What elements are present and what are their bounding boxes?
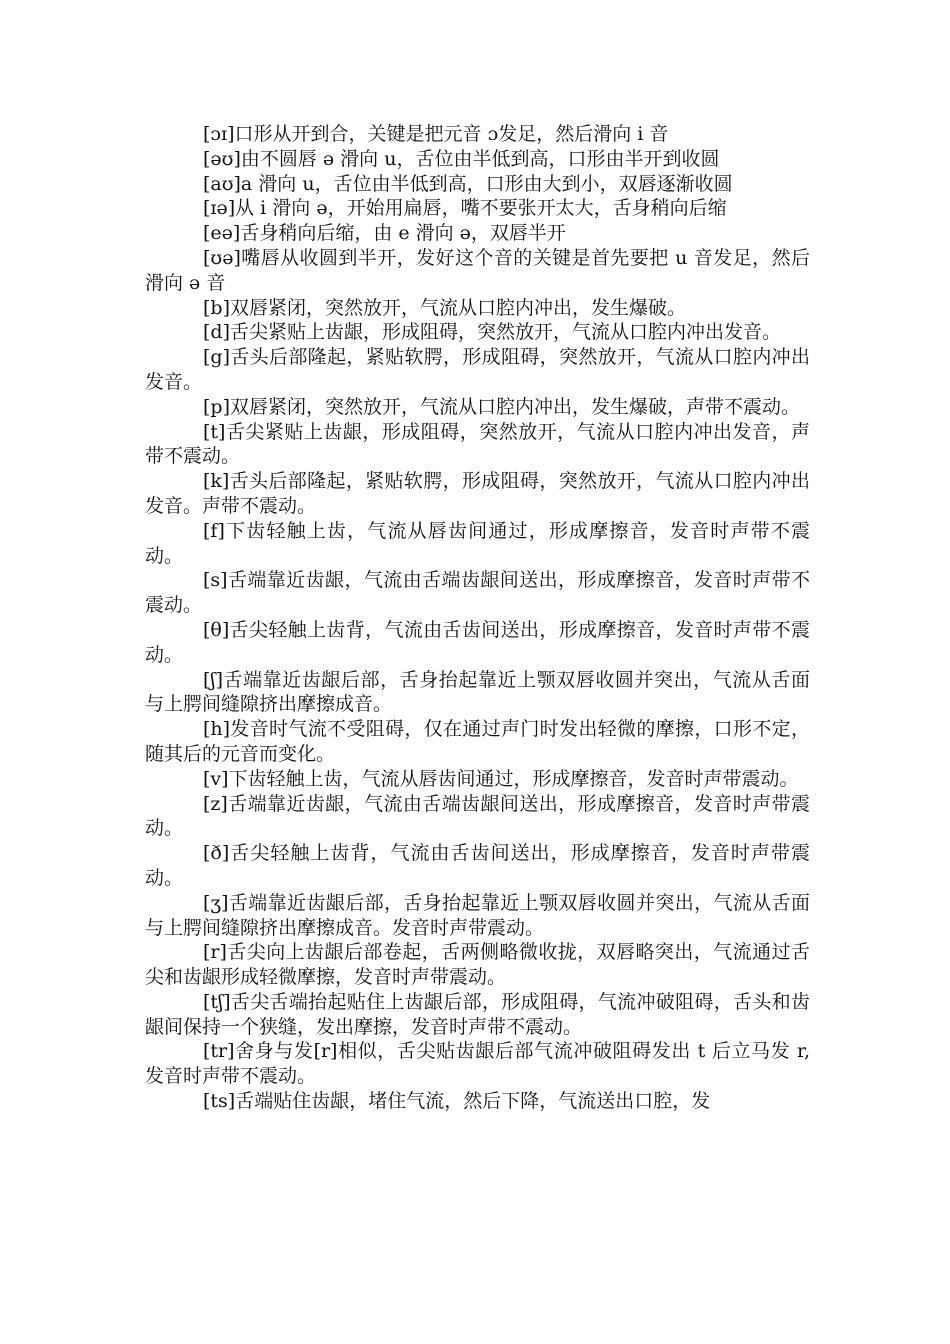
paragraph-oi: [ɔɪ]口形从开到合，关键是把元音 ɔ发足，然后滑向 i 音 <box>203 123 669 145</box>
paragraph-r: [r]舌尖向上齿龈后部卷起，舌两侧略微收拢，双唇略突出，气流通过舌尖和齿龈形成轻微摩擦，发音时声带震动。 <box>145 941 810 989</box>
paragraph-s: [s]舌端靠近齿龈，气流由舌端齿龈间送出，形成摩擦音，发音时声带不震动。 <box>145 569 810 617</box>
paragraph-ch: [tʃ]舌尖舌端抬起贴住上齿龈后部，形成阻碍，气流冲破阻碍，舌头和齿龈间保持一个狭缝，发出摩擦，发音时声带不震动。 <box>145 990 810 1038</box>
paragraph-sh: [ʃ]舌端靠近齿龈后部，舌身抬起靠近上颚双唇收圆并突出，气流从舌面与上腭间缝隙挤出摩擦成音。 <box>145 668 810 716</box>
paragraph-k: [k]舌头后部隆起，紧贴软腭，形成阻碍，突然放开，气流从口腔内冲出发音。声带不震动。 <box>145 470 810 517</box>
paragraph-g: [g]舌头后部隆起，紧贴软腭，形成阻碍，突然放开，气流从口腔内冲出发音。 <box>145 346 810 393</box>
paragraph-h: [h]发音时气流不受阻碍，仅在通过声门时发出轻微的摩擦，口形不定，随其后的元音而变化。 <box>145 718 810 765</box>
paragraph-eu: [əʊ]由不圆唇 ə 滑向 u，舌位由半低到高，口形由半开到收圆 <box>203 147 720 170</box>
paragraph-p: [p]双唇紧闭，突然放开，气流从口腔内冲出，发生爆破，声带不震动。 <box>203 395 800 418</box>
paragraph-ie: [ɪə]从 i 滑向 ə，开始用扁唇，嘴不要张开太大，舌身稍向后缩 <box>203 197 727 220</box>
paragraph-ua: [ʊə]嘴唇从收圆到半开，发好这个音的关键是首先要把 u 音发足，然后滑向 ə 音 <box>145 246 810 294</box>
paragraph-z: [z]舌端靠近齿龈，气流由舌端齿龈间送出，形成摩擦音，发音时声带震动。 <box>145 792 810 840</box>
paragraph-t: [t]舌尖紧贴上齿龈，形成阻碍，突然放开，气流从口腔内冲出发音，声带不震动。 <box>145 420 810 468</box>
paragraph-ea: [eə]舌身稍向后缩，由 e 滑向 ə，双唇半开 <box>203 222 566 245</box>
paragraph-f: [f]下齿轻触上齿，气流从唇齿间通过，形成摩擦音，发音时声带不震动。 <box>145 519 810 567</box>
paragraph-b: [b]双唇紧闭，突然放开，气流从口腔内冲出，发生爆破。 <box>203 296 686 319</box>
paragraph-ts: [ts]舌端贴住齿龈，堵住气流，然后下降，气流送出口腔，发 <box>203 1090 711 1113</box>
paragraph-zh: [ʒ]舌端靠近齿龈后部，舌身抬起靠近上颚双唇收圆并突出，气流从舌面与上腭间缝隙挤出摩擦成音。发音时声带震动。 <box>145 891 810 939</box>
paragraph-tr: [tr]舍身与发[r]相似，舌尖贴齿龈后部气流冲破阻碍发出 t 后立马发 r,发音时声带不震动。 <box>145 1040 810 1088</box>
paragraph-d: [d]舌尖紧贴上齿龈，形成阻碍，突然放开，气流从口腔内冲出发音。 <box>203 321 781 344</box>
paragraph-eth: [ð]舌尖轻触上齿背，气流由舌齿间送出，形成摩擦音，发音时声带震动。 <box>145 842 810 889</box>
paragraph-v: [v]下齿轻触上齿，气流从唇齿间通过，形成摩擦音，发音时声带震动。 <box>203 767 799 790</box>
paragraph-au: [aʊ]a 滑向 u，舌位由半低到高，口形由大到小，双唇逐渐收圆 <box>203 172 733 195</box>
document-body <box>145 122 810 1114</box>
paragraph-theta: [θ]舌尖轻触上齿背，气流由舌齿间送出，形成摩擦音，发音时声带不震动。 <box>145 618 810 666</box>
